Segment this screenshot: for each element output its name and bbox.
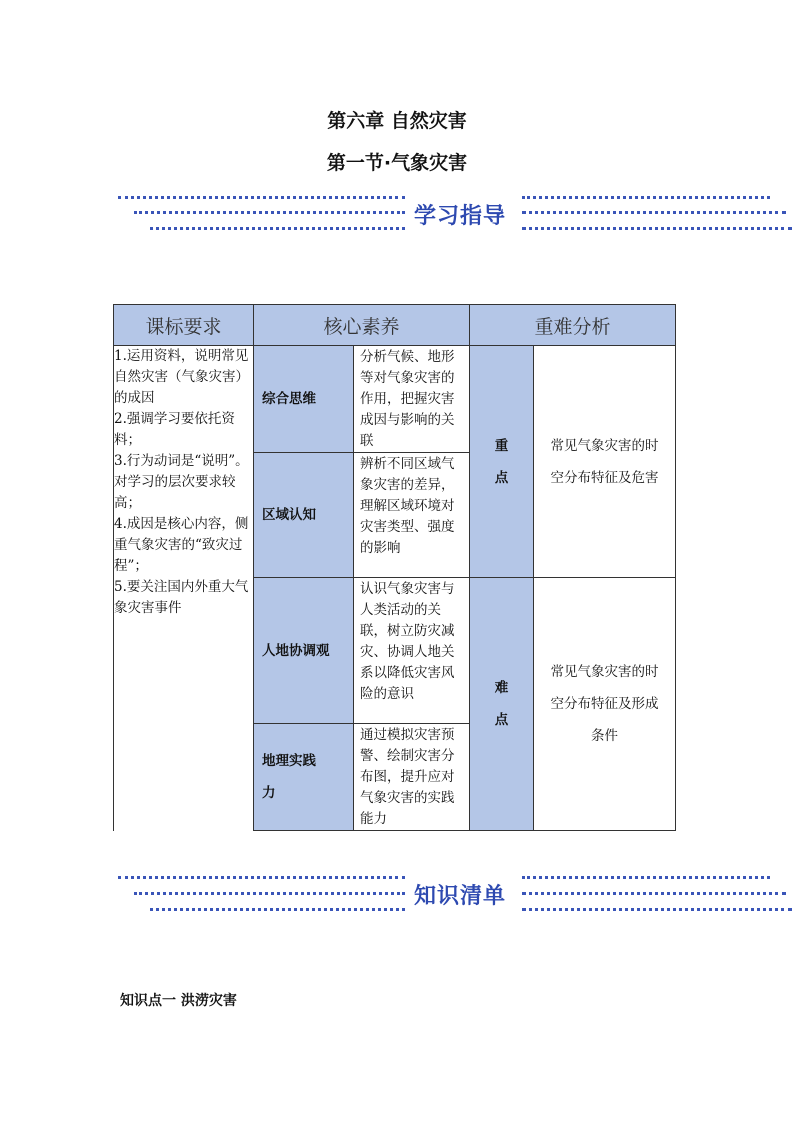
- competency-desc: 认识气象灾害与人类活动的关联，树立防灾减灾、协调人地关系以降低灾害风险的意识: [354, 578, 470, 724]
- competency-name: 地理实践 力: [254, 724, 354, 831]
- competency-name: 区域认知: [254, 453, 354, 578]
- dotted-line: [522, 876, 770, 879]
- competency-desc: 分析气候、地形等对气象灾害的作用，把握灾害成因与影响的关联: [354, 346, 470, 453]
- dotted-line: [150, 908, 405, 911]
- competency-name: 人地协调观: [254, 578, 354, 724]
- knowledge-label: 知识清单: [414, 884, 507, 909]
- table-row: [114, 346, 676, 453]
- dotted-line: [118, 876, 405, 879]
- difficult-point-label: 难 点: [470, 578, 534, 831]
- section-title: 第一节·气象灾害: [326, 152, 468, 174]
- guide-label: 学习指导: [414, 204, 507, 229]
- key-point-label: 重 点: [470, 346, 534, 578]
- guide-table: [113, 304, 676, 831]
- dotted-line: [134, 211, 405, 214]
- dotted-line: [522, 892, 786, 895]
- header-analysis: 重难分析: [470, 305, 676, 346]
- competency-desc: 辨析不同区域气象灾害的差异，理解区域环境对灾害类型、强度的影响: [354, 453, 470, 578]
- dotted-line: [522, 227, 792, 230]
- competency-name: 综合思维: [254, 346, 354, 453]
- competency-desc: 通过模拟灾害预警、绘制灾害分布图，提升应对气象灾害的实践能力: [354, 724, 470, 831]
- dotted-line: [522, 908, 792, 911]
- knowledge-point-title: 知识点一 洪涝灾害: [120, 993, 237, 1009]
- key-point-analysis: 常见气象灾害的时空分布特征及危害: [534, 346, 676, 578]
- dotted-line: [118, 196, 405, 199]
- header-competencies: 核心素养: [254, 305, 470, 346]
- header-requirements: 课标要求: [114, 305, 254, 346]
- dotted-line: [522, 196, 770, 199]
- chapter-title: 第六章 自然灾害: [327, 110, 467, 132]
- dotted-line: [150, 227, 405, 230]
- difficult-point-analysis: 常见气象灾害的时空分布特征及形成条件: [534, 578, 676, 831]
- table-header-row: [114, 305, 676, 346]
- requirements-cell: 1.运用资料，说明常见自然灾害（气象灾害）的成因 2.强调学习要依托资料； 3.行为动词是“说明”。对学习的层次要求较高； 4.成因是核心内容，侧重气象灾害的“致灾过程”； 5.要关注国内外重大气象灾害事件: [114, 346, 254, 831]
- dotted-line: [522, 211, 786, 214]
- dotted-line: [134, 892, 405, 895]
